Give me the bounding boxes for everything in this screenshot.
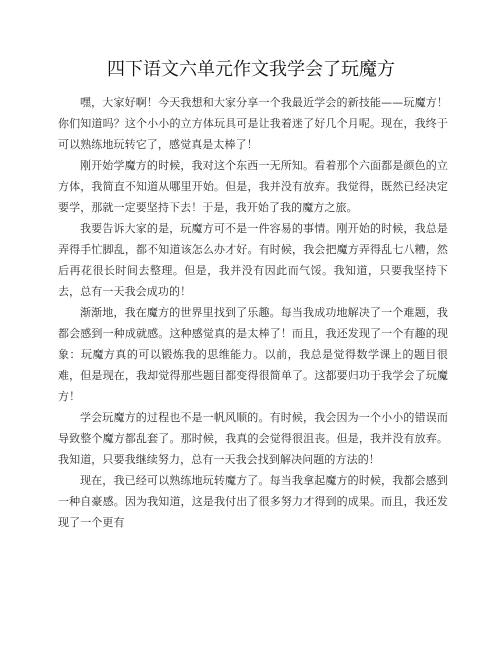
document-title: 四下语文六单元作文我学会了玩魔方 (107, 59, 395, 80)
paragraph-4: 渐渐地，我在魔方的世界里找到了乐趣。每当我成功地解决了一个难题，我都会感到一种成就感。这种感觉真的是太棒了！而且，我还发现了一个有趣的现象：玩魔方真的可以锻炼我的思维能力。以前，我总是觉得数学课上的题目很难，但是现在，我却觉得那些题目都变得很简单了。这都要归功于我学会了玩魔方！ (58, 306, 448, 403)
paragraph-3: 我要告诉大家的是，玩魔方可不是一件容易的事情。刚开始的时候，我总是弄得手忙脚乱，都不知道该怎么办才好。有时候，我会把魔方弄得乱七八糟，然后再花很长时间去整理。但是，我并没有因此而气馁。我知道，只要我坚持下去，总有一天我会成功的！ (58, 222, 448, 298)
document-body (58, 92, 448, 533)
paragraph-2: 刚开始学魔方的时候，我对这个东西一无所知。看着那个六面都是颜色的立方体，我简直不知道从哪里开始。但是，我并没有放弃。我觉得，既然已经决定要学，那就一定要坚持下去！于是，我开始了我的魔方之旅。 (58, 159, 448, 214)
paragraph-5: 学会玩魔方的过程也不是一帆风顺的。有时候，我会因为一个小小的错误而导致整个魔方都乱套了。那时候，我真的会觉得很沮丧。但是，我并没有放弃。我知道，只要我继续努力，总有一天我会找到解决问题的方法的！ (58, 411, 448, 466)
paragraph-1: 嘿，大家好啊！今天我想和大家分享一个我最近学会的新技能——玩魔方！你们知道吗？这个小小的立方体玩具可是让我着迷了好几个月呢。现在，我终于可以熟练地玩转它了，感觉真是太棒了！ (58, 96, 448, 151)
paragraph-6: 现在，我已经可以熟练地玩转魔方了。每当我拿起魔方的时候，我都会感到一种自豪感。因为我知道，这是我付出了很多努力才得到的成果。而且，我还发现了一个更有 (58, 474, 448, 529)
